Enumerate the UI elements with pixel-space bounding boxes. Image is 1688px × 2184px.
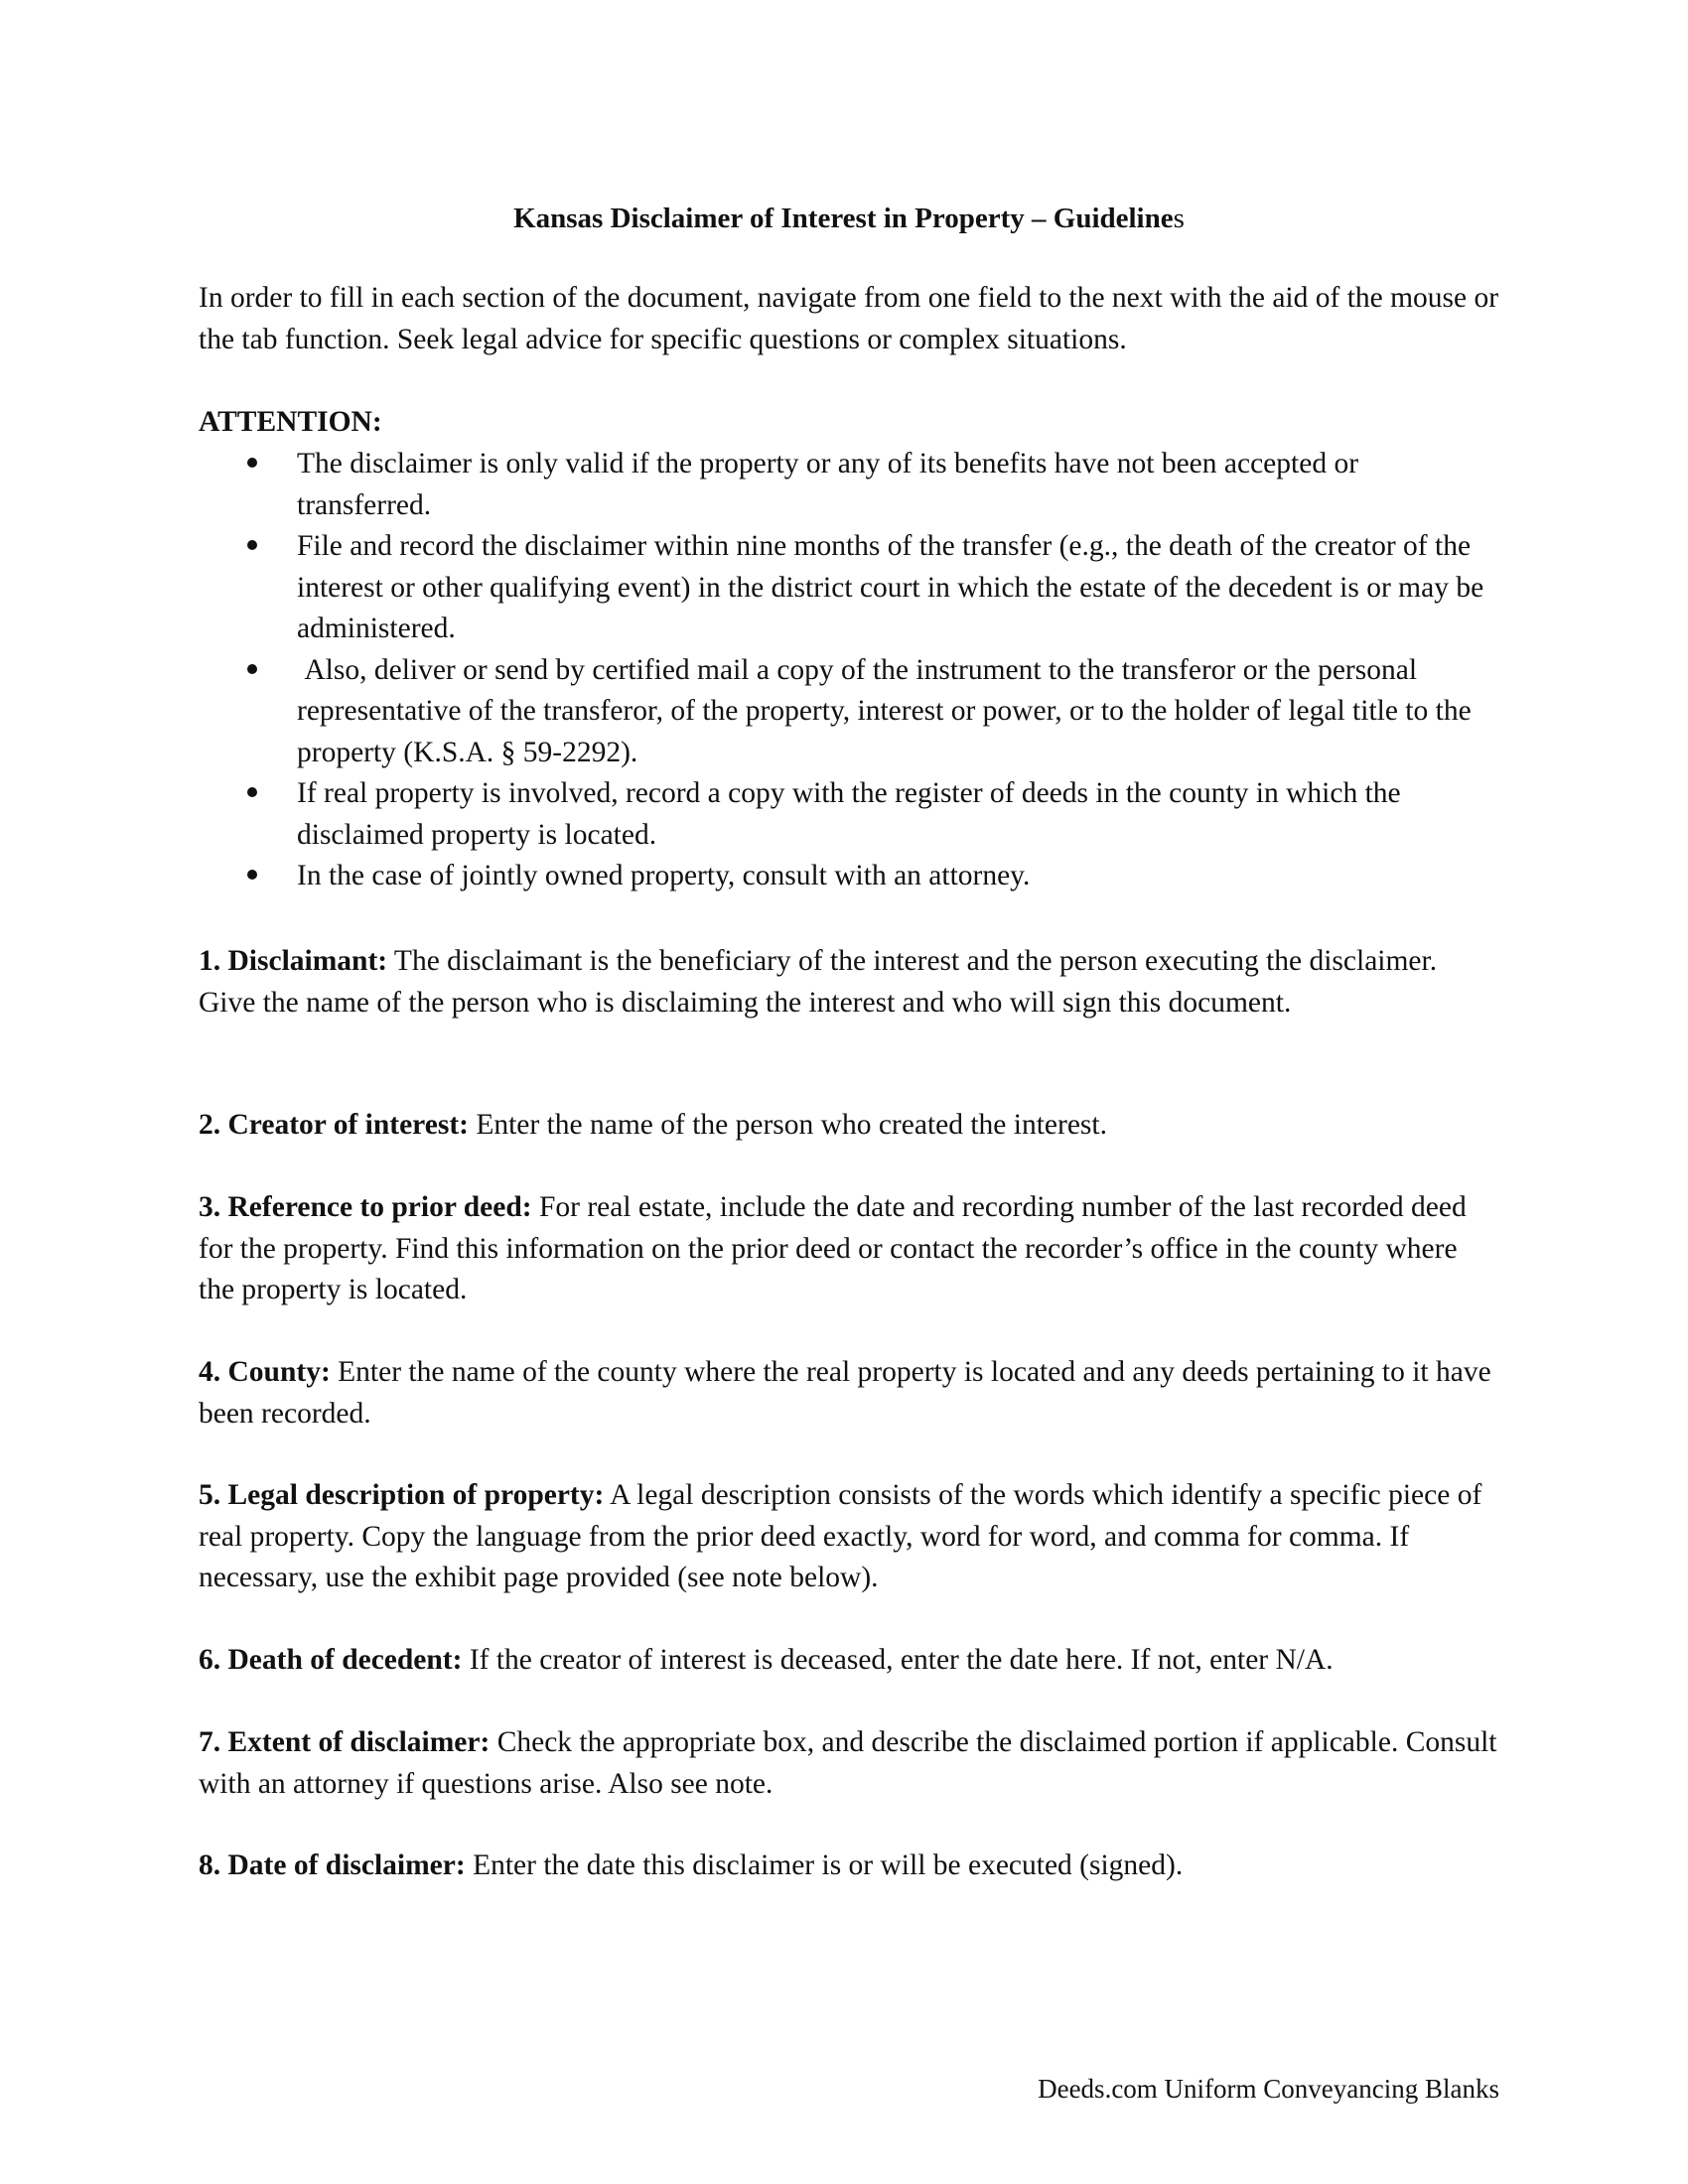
section-text: For real estate, include the date and recording number of the last recorded deed for the property. Find this information on the prior deed or contact the recorder’s office in the county where the property is located. bbox=[199, 1191, 1475, 1305]
bullet-icon bbox=[247, 458, 257, 468]
page-title bbox=[199, 201, 1499, 236]
section-label: 1. Disclaimant: bbox=[199, 945, 388, 977]
section-county bbox=[199, 1352, 1499, 1434]
list-item-text: In the case of jointly owned property, consult with an attorney. bbox=[297, 860, 1031, 891]
list-item bbox=[199, 650, 1499, 774]
section-extent-of-disclaimer bbox=[199, 1722, 1504, 1805]
intro-paragraph: In order to fill in each section of the document, navigate from one field to the next with the aid of the mouse or the tab function. Seek legal advice for specific questions or complex situations. bbox=[199, 282, 1499, 355]
list-item-text: If real property is involved, record a copy with the register of deeds in the county in which the disclaimed property is located. bbox=[297, 777, 1401, 851]
attention-list bbox=[199, 444, 1499, 897]
page-title-bold: Kansas Disclaimer of Interest in Property – Guideline bbox=[513, 203, 1174, 234]
section-text: Enter the date this disclaimer is or will be executed (signed). bbox=[465, 1849, 1184, 1881]
section-label: 3. Reference to prior deed: bbox=[199, 1191, 532, 1223]
section-text: Enter the name of the county where the real property is located and any deeds pertaining to it have been recorded. bbox=[199, 1356, 1499, 1430]
section-label: 6. Death of decedent: bbox=[199, 1644, 463, 1676]
list-item bbox=[199, 526, 1499, 650]
section-label: 7. Extent of disclaimer: bbox=[199, 1726, 491, 1758]
section-label: 4. County: bbox=[199, 1356, 331, 1388]
bullet-icon bbox=[247, 870, 257, 880]
page-footer: Deeds.com Uniform Conveyancing Blanks bbox=[1038, 2074, 1499, 2104]
section-text: Check the appropriate box, and describe the disclaimed portion if applicable. Consult with an attorney if questions arise. Also see note. bbox=[199, 1726, 1504, 1800]
page-title-tail: s bbox=[1173, 203, 1185, 234]
section-disclaimant bbox=[199, 941, 1499, 1024]
list-item-text: The disclaimer is only valid if the property or any of its benefits have not been accepted or transferred. bbox=[297, 448, 1359, 521]
list-item bbox=[199, 856, 1499, 897]
section-label: 2. Creator of interest: bbox=[199, 1109, 469, 1141]
attention-heading: ATTENTION: bbox=[199, 406, 382, 438]
list-item bbox=[199, 773, 1499, 856]
bullet-icon bbox=[247, 787, 257, 797]
section-label: 5. Legal description of property: bbox=[199, 1479, 605, 1511]
section-legal-description bbox=[199, 1475, 1499, 1599]
section-label: 8. Date of disclaimer: bbox=[199, 1849, 466, 1881]
bullet-icon bbox=[247, 664, 257, 674]
list-item bbox=[199, 444, 1499, 526]
section-text: If the creator of interest is deceased, enter the date here. If not, enter N/A. bbox=[462, 1644, 1334, 1676]
section-text: A legal description consists of the words which identify a specific piece of real property. Copy the language from the prior deed exactly, word for word, and comma for comma. If necessary, use the exhibit page provided (see note below). bbox=[199, 1479, 1489, 1593]
section-death-of-decedent bbox=[199, 1640, 1499, 1682]
section-date-of-disclaimer bbox=[199, 1845, 1499, 1887]
section-creator-of-interest bbox=[199, 1105, 1499, 1147]
section-reference-to-prior-deed bbox=[199, 1187, 1499, 1311]
list-item-text: File and record the disclaimer within nine months of the transfer (e.g., the death of the creator of the interest or other qualifying event) in the district court in which the estate of the decedent is or may be administered. bbox=[297, 530, 1484, 644]
section-text: The disclaimant is the beneficiary of the interest and the person executing the disclaimer. Give the name of the person who is disclaiming the interest and who will sign this document. bbox=[199, 945, 1445, 1019]
list-item-text: Also, deliver or send by certified mail a copy of the instrument to the transferor or the personal representative of the transferor, of the property, interest or power, or to the holder of legal title to the property (K.S.A. § 59-2292). bbox=[297, 653, 1479, 768]
section-text: Enter the name of the person who created the interest. bbox=[468, 1109, 1107, 1141]
bullet-icon bbox=[247, 540, 257, 550]
